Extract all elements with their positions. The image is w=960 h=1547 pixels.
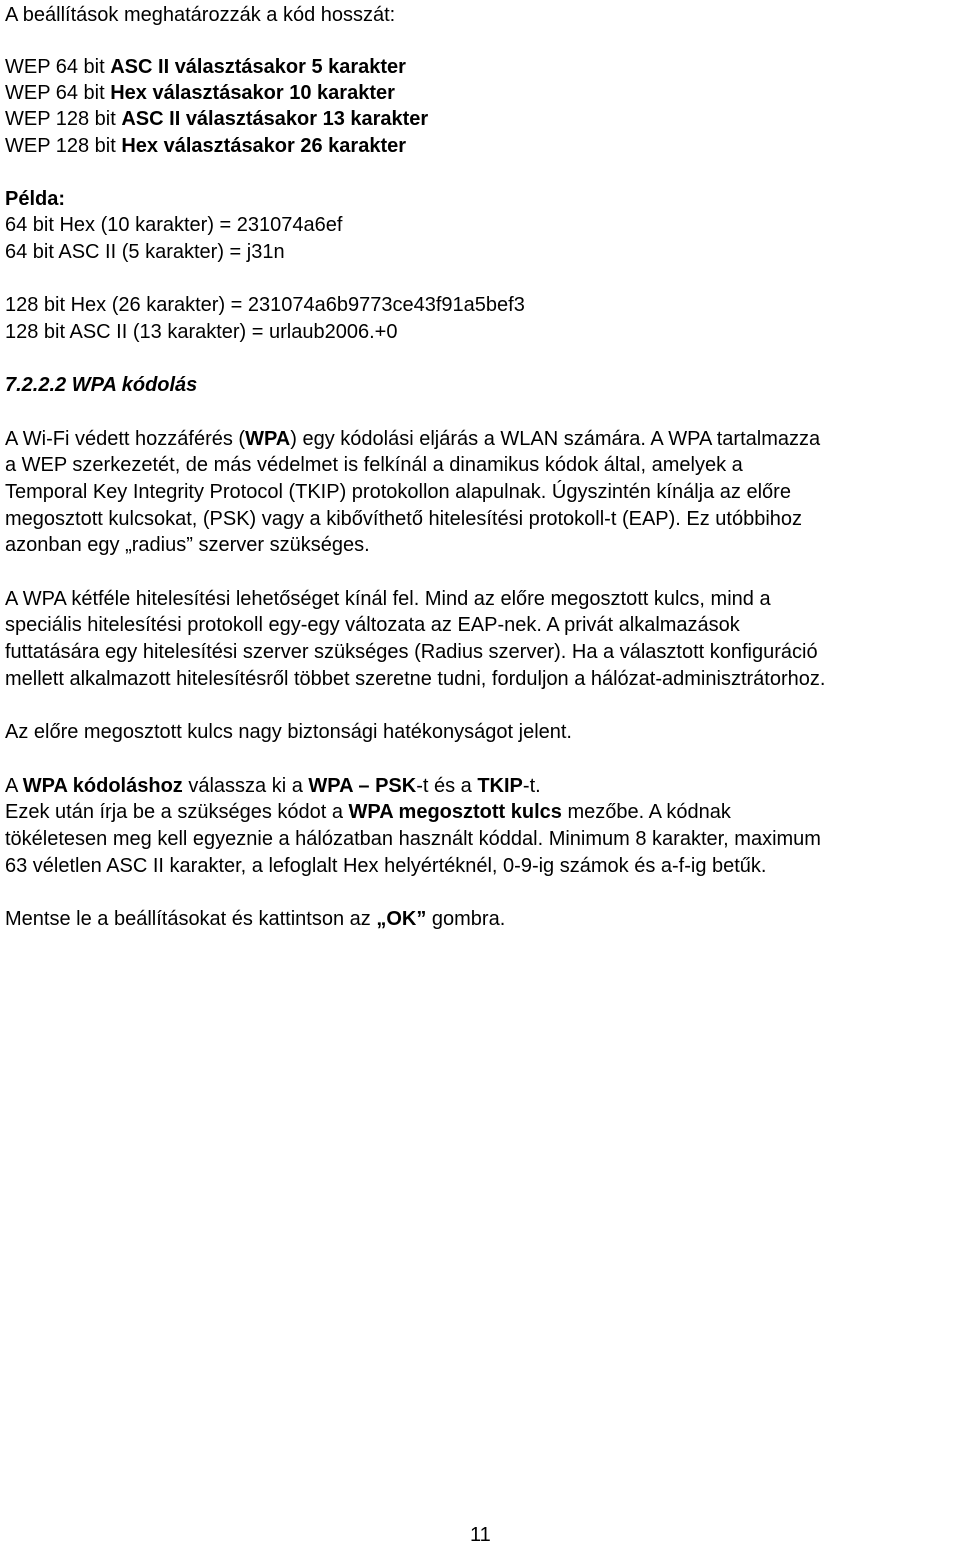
- section-number: 7.2.2.2: [5, 374, 67, 396]
- wep-list-item: WEP 64 bit Hex választásakor 10 karakter: [5, 82, 395, 104]
- example-line: 64 bit ASC II (5 karakter) = j31n: [5, 241, 285, 263]
- example-label: Példa:: [5, 188, 66, 210]
- paragraph: Az előre megosztott kulcs nagy biztonsági hatékonyságot jelent.: [5, 721, 572, 743]
- example-line: 128 bit ASC II (13 karakter) = urlaub2006.+0: [5, 321, 398, 343]
- section-title: WPA kódolás: [71, 374, 198, 396]
- page-number: 11: [470, 1524, 491, 1546]
- paragraph: Mentse le a beállításokat és kattintson az „OK” gombra.: [5, 908, 506, 930]
- wep-list-item: WEP 128 bit ASC II választásakor 13 karakter: [5, 108, 429, 130]
- example-line: 128 bit Hex (26 karakter) = 231074a6b9773ce43f91a5bef3: [5, 294, 525, 316]
- section-heading: [5, 374, 197, 397]
- wep-list-item: WEP 64 bit ASC II választásakor 5 karakter: [5, 56, 406, 78]
- intro-text: A beállítások meghatározzák a kód hosszát:: [5, 4, 396, 26]
- wep-list-item: WEP 128 bit Hex választásakor 26 karakter: [5, 135, 407, 157]
- example-line: 64 bit Hex (10 karakter) = 231074a6ef: [5, 214, 343, 236]
